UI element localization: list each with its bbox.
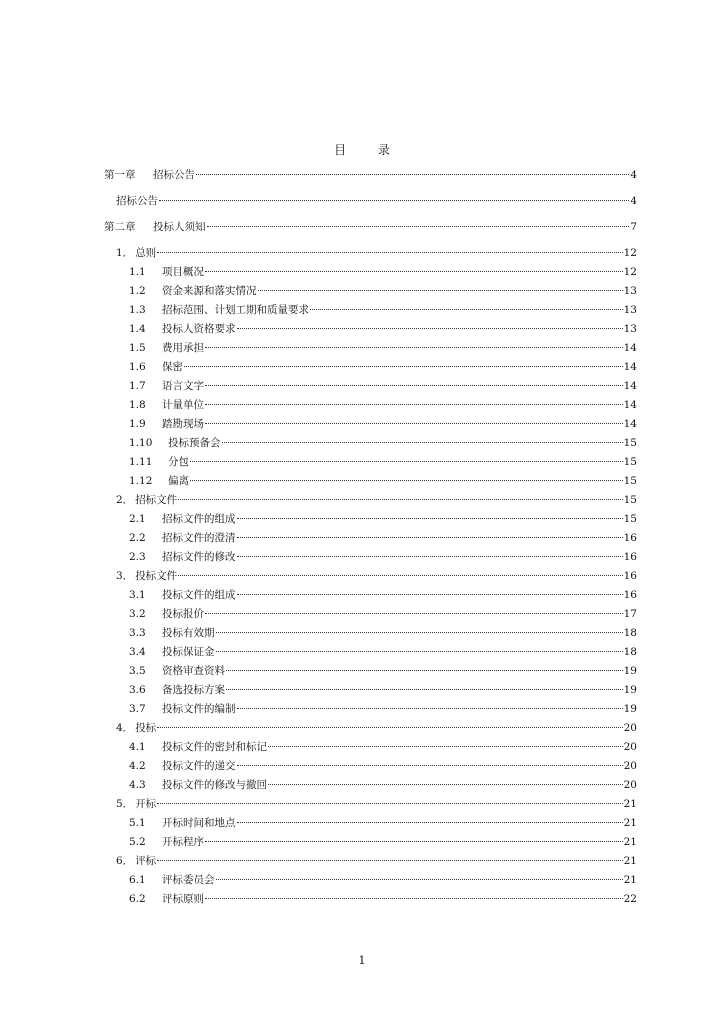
toc-entry-page: 21 <box>623 874 637 886</box>
toc-entry-title: 投标 <box>135 722 157 734</box>
toc-leader-dots <box>268 746 623 747</box>
toc-entry-page: 16 <box>623 570 637 582</box>
toc-entry-title: 招标文件的修改 <box>162 551 236 563</box>
toc-leader-dots <box>178 575 622 576</box>
toc-entry[interactable] <box>104 719 637 738</box>
toc-leader-dots <box>237 328 623 329</box>
toc-entry[interactable] <box>104 339 637 358</box>
toc-entry-title: 踏勘现场 <box>162 418 204 430</box>
toc-entry-page: 16 <box>623 589 637 601</box>
toc-entry-number: 3.7 <box>129 703 146 715</box>
toc-entry-title: 投标报价 <box>162 608 204 620</box>
toc-entry-page: 12 <box>623 247 637 259</box>
toc-entry-title: 语言文字 <box>162 380 204 392</box>
toc-leader-dots <box>205 347 623 348</box>
toc-entry[interactable] <box>104 662 637 681</box>
toc-entry-title: 投标文件的编制 <box>162 703 236 715</box>
toc-entry-page: 21 <box>623 855 637 867</box>
toc-entry-title: 招标公告 <box>116 195 158 207</box>
toc-entry-page: 14 <box>623 380 637 392</box>
toc-entry-number: 3． <box>116 570 134 582</box>
toc-entry-number: 3.2 <box>129 608 146 620</box>
toc-entry-title: 投标有效期 <box>162 627 215 639</box>
toc-entry[interactable] <box>104 192 637 211</box>
toc-entry-title: 招标公告 <box>153 169 195 181</box>
toc-entry-page: 18 <box>623 627 637 639</box>
toc-leader-dots <box>258 290 623 291</box>
toc-entry[interactable] <box>104 700 637 719</box>
toc-entry[interactable] <box>104 472 637 491</box>
toc-leader-dots <box>237 765 623 766</box>
toc-leader-dots <box>196 174 629 175</box>
toc-leader-dots <box>157 727 622 728</box>
toc-entry[interactable] <box>104 358 637 377</box>
toc-entry-title: 评标 <box>135 855 157 867</box>
toc-entry[interactable] <box>104 567 637 586</box>
toc-leader-dots <box>207 226 630 227</box>
toc-leader-dots <box>226 689 623 690</box>
toc-leader-dots <box>205 841 623 842</box>
toc-entry-number: 4.2 <box>129 760 146 772</box>
toc-entry[interactable] <box>104 434 637 453</box>
toc-leader-dots <box>237 708 623 709</box>
toc-entry-title: 资格审查资料 <box>162 665 225 677</box>
toc-entry-page: 21 <box>623 817 637 829</box>
toc-entry[interactable] <box>104 415 637 434</box>
toc-entry-number: 5.2 <box>129 836 146 848</box>
toc-entry-title: 计量单位 <box>162 399 204 411</box>
toc-entry[interactable] <box>104 377 637 396</box>
toc-entry-page: 13 <box>623 323 637 335</box>
toc-entry-page: 16 <box>623 551 637 563</box>
toc-entry-title: 投标人须知 <box>153 221 206 233</box>
toc-entry[interactable] <box>104 643 637 662</box>
toc-entry-page: 20 <box>623 760 637 772</box>
toc-leader-dots <box>237 518 623 519</box>
toc-entry-page: 20 <box>623 779 637 791</box>
toc-entry[interactable] <box>104 795 637 814</box>
toc-entry[interactable] <box>104 396 637 415</box>
toc-entry-number: 2.1 <box>129 513 146 525</box>
toc-leader-dots <box>222 442 623 443</box>
toc-entry-number: 4.1 <box>129 741 146 753</box>
toc-entry[interactable] <box>104 852 637 871</box>
toc-entry-title: 备选投标方案 <box>162 684 225 696</box>
toc-leader-dots <box>205 385 623 386</box>
toc-entry[interactable] <box>104 453 637 472</box>
toc-leader-dots <box>159 200 629 201</box>
toc-entry-page: 21 <box>623 798 637 810</box>
toc-leader-dots <box>226 670 623 671</box>
toc-entry-title: 投标文件的组成 <box>162 589 236 601</box>
toc-entry[interactable] <box>104 282 637 301</box>
toc-entry[interactable] <box>104 738 637 757</box>
toc-entry[interactable] <box>104 510 637 529</box>
toc-entry-page: 14 <box>623 418 637 430</box>
toc-entry-title: 总则 <box>135 247 157 259</box>
toc-entry-title: 投标人资格要求 <box>162 323 236 335</box>
toc-entry-number: 1.9 <box>129 418 146 430</box>
toc-entry-number: 1.3 <box>129 304 146 316</box>
toc-leader-dots <box>205 271 623 272</box>
toc-entry-page: 13 <box>623 304 637 316</box>
toc-entry-page: 14 <box>623 399 637 411</box>
toc-leader-dots <box>184 366 623 367</box>
toc-entry-number: 第二章 <box>104 221 136 233</box>
toc-leader-dots <box>237 556 623 557</box>
toc-entry-page: 15 <box>623 475 637 487</box>
toc-entry-page: 20 <box>623 722 637 734</box>
toc-entry-page: 14 <box>623 361 637 373</box>
toc-entry[interactable] <box>104 776 637 795</box>
toc-entry-title: 招标范围、计划工期和质量要求 <box>162 304 309 316</box>
toc-entry[interactable] <box>104 529 637 548</box>
toc-entry-number: 3.5 <box>129 665 146 677</box>
toc-entry-title: 招标文件 <box>135 494 178 506</box>
toc-entry-number: 1.6 <box>129 361 146 373</box>
toc-entry-number: 1.8 <box>129 399 146 411</box>
toc-entry-number: 4.3 <box>129 779 146 791</box>
toc-entry-number: 2.2 <box>129 532 146 544</box>
toc-title: 目 录 <box>334 143 404 157</box>
toc-entry-number: 6.2 <box>129 893 146 905</box>
toc-entry-page: 19 <box>623 665 637 677</box>
toc-entry[interactable] <box>104 491 637 510</box>
toc-entry-title: 费用承担 <box>162 342 204 354</box>
toc-entry-number: 1.12 <box>129 475 153 487</box>
toc-entry-title: 招标文件的澄清 <box>162 532 236 544</box>
toc-leader-dots <box>157 803 622 804</box>
toc-entry-number: 6． <box>116 855 134 867</box>
toc-entry[interactable] <box>104 681 637 700</box>
toc-entry-number: 2.3 <box>129 551 146 563</box>
toc-entry-title: 评标委员会 <box>162 874 215 886</box>
toc-entry-page: 16 <box>623 532 637 544</box>
toc-entry-page: 17 <box>623 608 637 620</box>
toc-entry-title: 投标预备会 <box>168 437 221 449</box>
toc-entry[interactable] <box>104 548 637 567</box>
toc-entry-title: 投标文件的密封和标记 <box>162 741 267 753</box>
toc-entry-title: 招标文件的组成 <box>162 513 236 525</box>
toc-entry-number: 1.10 <box>129 437 153 449</box>
toc-entry-number: 1.2 <box>129 285 146 297</box>
toc-entry-number: 3.6 <box>129 684 146 696</box>
toc-entry[interactable] <box>104 263 637 282</box>
toc-entry[interactable] <box>104 301 637 320</box>
toc-entry-page: 15 <box>623 494 637 506</box>
toc-entry-title: 开标时间和地点 <box>162 817 236 829</box>
toc-entry-title: 偏离 <box>168 475 189 487</box>
toc-entry-page: 15 <box>623 513 637 525</box>
toc-entry-number: 5.1 <box>129 817 146 829</box>
toc-entry-title: 分包 <box>168 456 189 468</box>
toc-leader-dots <box>237 822 623 823</box>
toc-list <box>104 166 637 909</box>
toc-entry-page: 7 <box>630 221 637 233</box>
toc-leader-dots <box>268 784 623 785</box>
toc-entry[interactable] <box>104 890 637 909</box>
toc-leader-dots <box>237 537 623 538</box>
toc-entry-number: 3.4 <box>129 646 146 658</box>
toc-leader-dots <box>237 594 623 595</box>
toc-entry-number: 3.1 <box>129 589 146 601</box>
toc-leader-dots <box>190 461 623 462</box>
toc-entry-title: 开标程序 <box>162 836 204 848</box>
toc-entry-page: 4 <box>630 169 637 181</box>
toc-entry[interactable] <box>104 244 637 263</box>
toc-entry[interactable] <box>104 833 637 852</box>
toc-leader-dots <box>216 632 623 633</box>
toc-entry-page: 15 <box>623 456 637 468</box>
toc-entry-page: 15 <box>623 437 637 449</box>
toc-entry[interactable] <box>104 166 637 185</box>
toc-entry-page: 19 <box>623 684 637 696</box>
toc-entry[interactable] <box>104 871 637 890</box>
toc-entry-page: 20 <box>623 741 637 753</box>
toc-leader-dots <box>205 613 623 614</box>
toc-leader-dots <box>157 252 622 253</box>
toc-entry-page: 14 <box>623 342 637 354</box>
toc-entry-page: 21 <box>623 836 637 848</box>
toc-entry[interactable] <box>104 814 637 833</box>
toc-leader-dots <box>205 898 623 899</box>
toc-leader-dots <box>190 480 623 481</box>
toc-entry-number: 1.4 <box>129 323 146 335</box>
toc-leader-dots <box>216 651 623 652</box>
toc-entry-title: 投标文件的修改与撤回 <box>162 779 267 791</box>
toc-entry-number: 2． <box>116 494 134 506</box>
toc-entry-title: 项目概况 <box>162 266 204 278</box>
toc-leader-dots <box>310 309 623 310</box>
toc-entry-number: 1.7 <box>129 380 146 392</box>
toc-leader-dots <box>205 423 623 424</box>
toc-entry-page: 12 <box>623 266 637 278</box>
toc-entry-title: 评标原则 <box>162 893 204 905</box>
toc-entry-page: 18 <box>623 646 637 658</box>
toc-entry-number: 1.1 <box>129 266 146 278</box>
toc-entry[interactable] <box>104 605 637 624</box>
toc-leader-dots <box>216 879 623 880</box>
toc-entry-number: 4． <box>116 722 134 734</box>
toc-entry[interactable] <box>104 624 637 643</box>
toc-entry-number: 6.1 <box>129 874 146 886</box>
toc-entry-number: 3.3 <box>129 627 146 639</box>
toc-entry-page: 13 <box>623 285 637 297</box>
toc-entry-page: 19 <box>623 703 637 715</box>
toc-leader-dots <box>157 860 622 861</box>
toc-entry-title: 保密 <box>162 361 183 373</box>
toc-entry-title: 开标 <box>135 798 157 810</box>
toc-entry[interactable] <box>104 320 637 339</box>
toc-entry[interactable] <box>104 757 637 776</box>
toc-entry-page: 4 <box>630 195 637 207</box>
toc-entry-page: 22 <box>623 893 637 905</box>
page-number: 1 <box>358 954 366 967</box>
toc-entry-title: 投标文件的递交 <box>162 760 236 772</box>
toc-entry-number: 1.11 <box>129 456 153 468</box>
toc-entry-title: 投标保证金 <box>162 646 215 658</box>
toc-leader-dots <box>178 499 622 500</box>
toc-entry-number: 1.5 <box>129 342 146 354</box>
toc-leader-dots <box>205 404 623 405</box>
toc-entry-number: 1． <box>116 247 134 259</box>
toc-entry[interactable] <box>104 218 637 237</box>
toc-entry-number: 5． <box>116 798 134 810</box>
toc-entry[interactable] <box>104 586 637 605</box>
toc-entry-number: 第一章 <box>104 169 136 181</box>
toc-entry-title: 投标文件 <box>135 570 178 582</box>
toc-entry-title: 资金来源和落实情况 <box>162 285 257 297</box>
